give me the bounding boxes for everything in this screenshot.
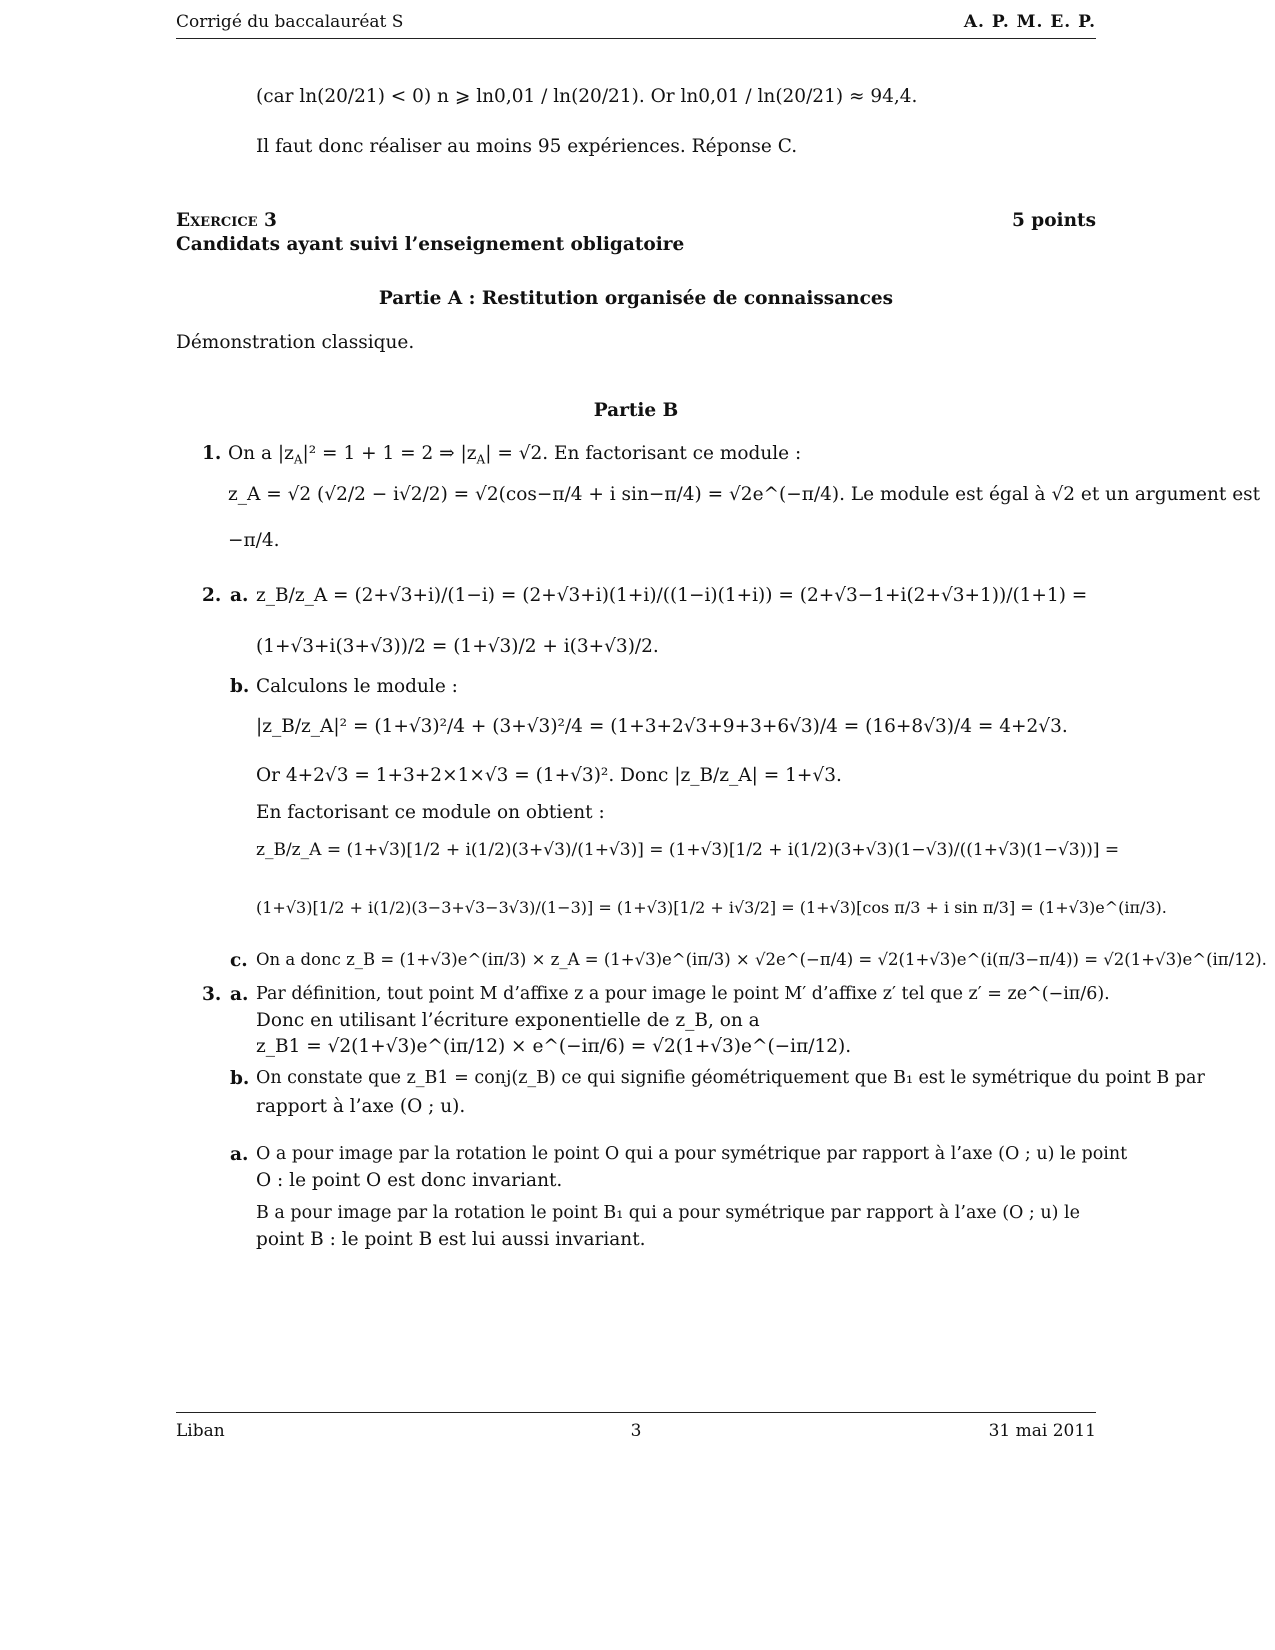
q2b-label: b.: [230, 676, 250, 697]
page-footer: [176, 1412, 1096, 1441]
q2c-label: c.: [230, 950, 248, 971]
q1-line-1: On a $|z_A|^2 = 1 + 1 = 2$ ⇒ $|z_A| = √2$. En factorisant ce module :: [228, 443, 802, 467]
footer-left: Liban: [176, 1421, 225, 1441]
q3a-line-3: z_B1 = √2(1+√3)e^(iπ/12) × e^(−iπ/6) = √2(1+√3)e^(−iπ/12).: [256, 1036, 852, 1057]
document-page: [176, 0, 1267, 1650]
q1-number: 1.: [202, 443, 222, 464]
q2a-label: a.: [230, 585, 249, 606]
q3a-label: a.: [230, 984, 249, 1005]
footer-page-number: 3: [630, 1421, 642, 1441]
exercise-title: Exercice 3: [176, 210, 277, 231]
exercise-points: 5 points: [1011, 210, 1096, 231]
q2b-line-2: |z_B/z_A|² = (1+√3)²/4 + (3+√3)²/4 = (1+3+2√3+9+3+6√3)/4 = (16+8√3)/4 = 4+2√3.: [256, 716, 1068, 737]
footer-right: 31 mai 2011: [988, 1421, 1096, 1441]
q3c-line-4: point B : le point B est lui aussi invariant.: [256, 1229, 646, 1250]
q2a-line-1: z_B/z_A = (2+√3+i)/(1−i) = (2+√3+i)(1+i)/((1−i)(1+i)) = (2+√3−1+i(2+√3+1))/(1+1) =: [256, 585, 1088, 606]
q3c-line-1: O a pour image par la rotation le point O qui a pour symétrique par rapport à l’axe (O ; u) le point: [256, 1144, 1128, 1164]
q2b-line-4: En factorisant ce module on obtient :: [256, 802, 605, 823]
q3a-line-1: Par définition, tout point M d’affixe z a pour image le point M′ d’affixe z′ tel que z′ = ze^(−iπ/6).: [256, 984, 1110, 1004]
q2c-line-1: On a donc z_B = (1+√3)e^(iπ/3) × z_A = (1+√3)e^(iπ/3) × √2e^(−π/4) = √2(1+√3)e^(i(π/3−π/4)) = √2(1+√3)e^(iπ/12).: [256, 950, 1267, 969]
q2b-line-6: (1+√3)[1/2 + i(1/2)(3−3+√3−3√3)/(1−3)] = (1+√3)[1/2 + i√3/2] = (1+√3)[cos π/3 + i sin π/3] = (1+√3)e^(iπ/3).: [256, 898, 1167, 917]
header-left: Corrigé du baccalauréat S: [176, 12, 404, 32]
exercise-subtitle: Candidats ayant suivi l’enseignement obligatoire: [176, 234, 685, 255]
q3c-line-2: O : le point O est donc invariant.: [256, 1170, 563, 1191]
q2b-line-3: Or 4+2√3 = 1+3+2×1×√3 = (1+√3)². Donc |z_B/z_A| = 1+√3.: [256, 765, 842, 786]
q1-l1c: | = √2. En factorisant ce module :: [485, 443, 802, 464]
partB-title: Partie B: [593, 400, 679, 421]
partA-title: Partie A : Restitution organisée de connaissances: [378, 288, 894, 309]
q3a-line-2: Donc en utilisant l’écriture exponentielle de z_B, on a: [256, 1010, 760, 1031]
header-right: A. P. M. E. P.: [963, 12, 1096, 32]
q3b-label: b.: [230, 1068, 250, 1089]
q2b-line-1: Calculons le module :: [256, 676, 458, 697]
top-line-1: (car ln(20/21) < 0) n ⩾ ln0,01 / ln(20/21). Or ln0,01 / ln(20/21) ≈ 94,4.: [256, 86, 918, 107]
partA-text: Démonstration classique.: [176, 332, 415, 353]
q3-number: 3.: [202, 984, 222, 1005]
q1-l1a: On a |z: [228, 443, 294, 464]
q1-l1b: |² = 1 + 1 = 2 ⇒ |z: [302, 443, 477, 464]
q2a-line-2: (1+√3+i(3+√3))/2 = (1+√3)/2 + i(3+√3)/2.: [256, 636, 659, 657]
q3c-label: a.: [230, 1144, 249, 1165]
q1-line-3: −π/4.: [228, 530, 280, 551]
q2b-line-5: z_B/z_A = (1+√3)[1/2 + i(1/2)(3+√3)/(1+√3)] = (1+√3)[1/2 + i(1/2)(3+√3)(1−√3)/((1+√3)(1−√3))] =: [256, 840, 1120, 860]
q3b-line-1: On constate que z_B1 = conj(z_B) ce qui signifie géométriquement que B₁ est le symétrique du point B par: [256, 1068, 1205, 1088]
q1-line-2: z_A = √2 (√2/2 − i√2/2) = √2(cos−π/4 + i sin−π/4) = √2e^(−π/4). Le module est égal à √2 et un argument est: [228, 484, 1261, 505]
q3c-line-3: B a pour image par la rotation le point B₁ qui a pour symétrique par rapport à l’axe (O ; u) le: [256, 1203, 1081, 1223]
q3b-line-2: rapport à l’axe (O ; u).: [256, 1096, 466, 1117]
q2-number: 2.: [202, 585, 222, 606]
page-header: [176, 12, 1096, 39]
top-line-2: Il faut donc réaliser au moins 95 expériences. Réponse C.: [256, 136, 798, 157]
